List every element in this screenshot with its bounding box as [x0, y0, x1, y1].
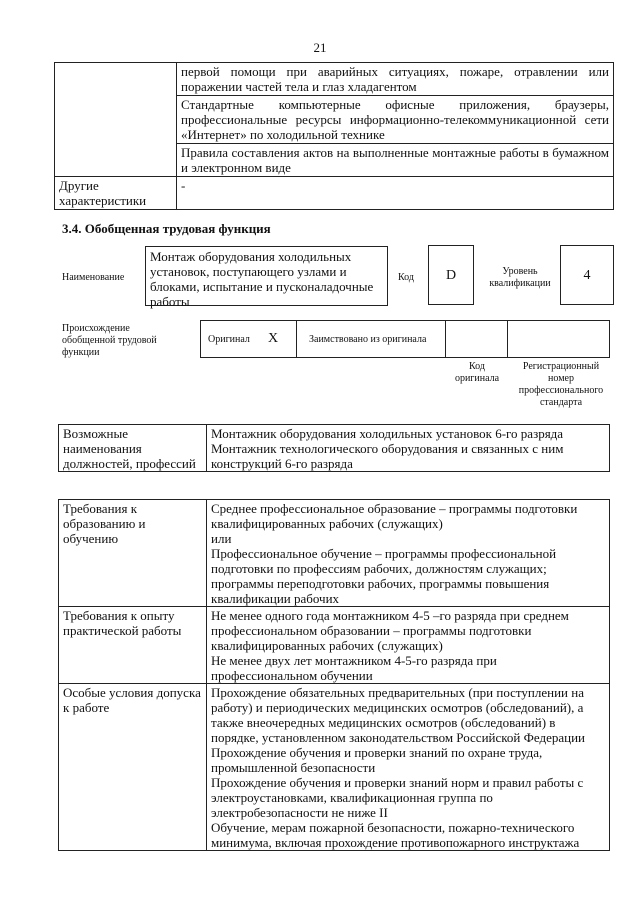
- code-label: Код: [398, 272, 414, 283]
- requirement-line: Прохождение обязательных предварительных (при поступлении на работу) и периодических медицинских осмотров (обследований), а также внеочередных медицинских осмотров (обследований) в порядке, установленном законодательством Российской Федерации: [211, 685, 586, 745]
- requirement-label: Особые условия допуска к работе: [59, 684, 207, 851]
- requirement-line: или: [211, 531, 232, 546]
- function-name-value: Монтаж оборудования холодильных установок, поступающего узлами и блоками, испытание и пусконаладочные работы: [145, 246, 388, 306]
- requirement-line: Не менее одного года монтажником 4-5 –го разряда при среднем профессиональном образовании – программы подготовки квалифицированных рабочих (служащих): [211, 608, 569, 653]
- row-value: Правила составления актов на выполненные монтажные работы в бумажном и электронном виде: [177, 144, 614, 177]
- positions-values: [207, 425, 610, 472]
- origin-divider: [445, 320, 446, 358]
- requirement-line: Профессиональное обучение – программы профессиональной подготовки по профессиям рабочих, должностям служащих; программы переподготовки рабочих, программы повышения квалификации рабочих: [211, 546, 557, 606]
- requirement-line: Не менее двух лет монтажником 4-5-го разряда при профессиональном обучении: [211, 653, 497, 683]
- requirement-values: [207, 500, 610, 607]
- requirement-line: Прохождение обучения и проверки знаний по охране труда, промышленной безопасности: [211, 745, 543, 775]
- requirement-label: Требования к опыту практической работы: [59, 607, 207, 684]
- position-item: Монтажник технологического оборудования и связанных с ним конструкций 6-го разряда: [211, 441, 564, 471]
- registration-caption: Регистрационный номер профессионального стандарта: [518, 361, 604, 408]
- requirement-label: Требования к образованию и обучению: [59, 500, 207, 607]
- borrowed-label: Заимствовано из оригинала: [309, 334, 427, 345]
- table-row: [59, 607, 610, 684]
- row-value: первой помощи при аварийных ситуациях, пожаре, отравлении или поражении частей тела и глаз хладагентом: [177, 63, 614, 96]
- level-label: Уровень квалификации: [489, 266, 551, 289]
- origin-divider: [296, 320, 297, 358]
- table-row: [59, 500, 610, 607]
- requirement-line: Среднее профессиональное образование – программы подготовки квалифицированных рабочих (служащих): [211, 501, 578, 531]
- row-value: -: [177, 177, 614, 210]
- requirement-values: [207, 607, 610, 684]
- original-label: Оригинал: [208, 334, 250, 345]
- origin-label: Происхождение обобщенной трудовой функции: [62, 323, 157, 358]
- positions-label: Возможные наименования должностей, профессий: [59, 425, 207, 472]
- code-caption: Код оригинала: [454, 361, 500, 384]
- table-row: [55, 177, 614, 210]
- requirement-line: Обучение, мерам пожарной безопасности, пожарно-технического минимума, включая прохождение противопожарного инструктажа: [211, 820, 580, 850]
- positions-table: [58, 424, 610, 472]
- requirements-table: [58, 499, 610, 851]
- table-row: [59, 425, 610, 472]
- row-label: Другие характеристики: [55, 177, 177, 210]
- original-mark: X: [268, 331, 279, 346]
- table-row: [59, 684, 610, 851]
- code-value: D: [428, 245, 474, 305]
- knowledge-table: [54, 62, 614, 210]
- requirement-line: Прохождение обучения и проверки знаний норм и правил работы с электроустановками, квалификационная группа по электробезопасности не ниже II: [211, 775, 584, 820]
- page-number: 21: [313, 40, 327, 55]
- origin-divider: [507, 320, 508, 358]
- row-value: Стандартные компьютерные офисные приложения, браузеры, профессиональные ресурсы информационно-телекоммуникационной сети «Интернет» по холодильной технике: [177, 96, 614, 144]
- requirement-values: [207, 684, 610, 851]
- position-item: Монтажник оборудования холодильных установок 6-го разряда: [211, 426, 564, 441]
- table-row: [55, 63, 614, 96]
- row-label: [55, 63, 177, 177]
- level-value: 4: [560, 245, 614, 305]
- name-label: Наименование: [62, 272, 125, 283]
- section-title: 3.4. Обобщенная трудовая функция: [62, 221, 271, 236]
